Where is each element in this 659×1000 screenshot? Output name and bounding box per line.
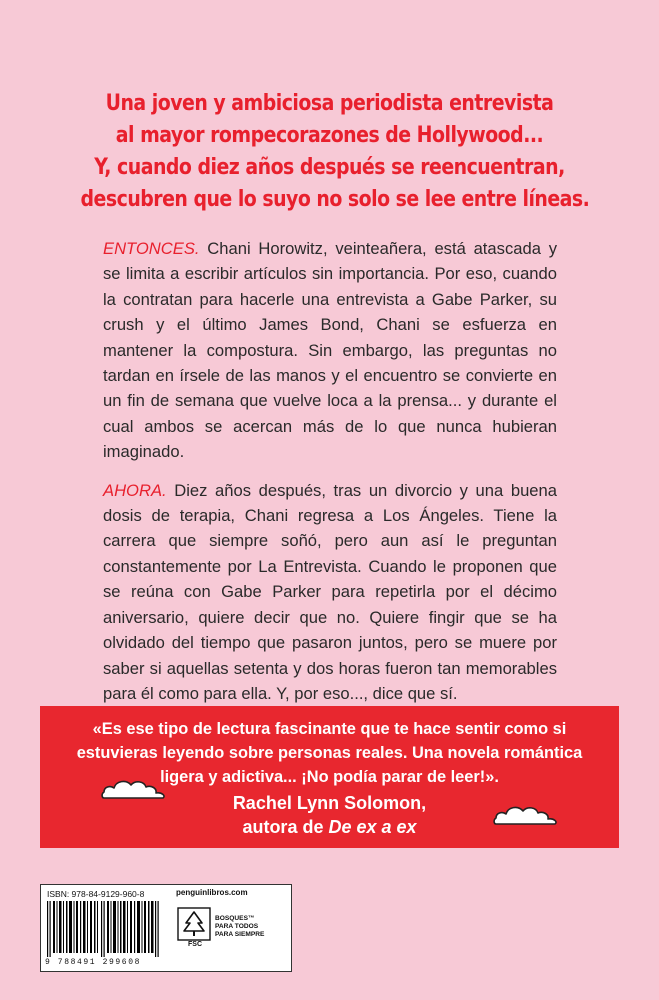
paragraph-lead: AHORA. (103, 480, 167, 500)
fsc-tagline: BOSQUES™ PARA TODOS PARA SIEMPRE (215, 915, 265, 938)
fsc-tree-icon (177, 907, 211, 941)
paragraph-lead: ENTONCES. (103, 239, 200, 258)
headline-line: Una joven y ambiciosa periodista entrevista (105, 91, 554, 116)
blurb-line: ligera y adictiva... ¡No podía parar de leer!». (160, 768, 499, 786)
blurb-line: estuvieras leyendo sobre personas reales. Una novela romántica (76, 744, 583, 762)
blurb-book-title: De ex a ex (328, 817, 417, 837)
headline-line: Y, cuando diez años después se reencuentran, (94, 155, 565, 180)
synopsis (103, 236, 557, 719)
fsc-label: FSC (188, 941, 202, 948)
cloud-left-icon (100, 776, 170, 802)
barcode-digits: 9 788491 299608 (45, 958, 142, 967)
barcode-icon (45, 901, 165, 957)
barcode-panel (40, 884, 292, 972)
publisher-url: penguinlibros.com (176, 888, 248, 897)
synopsis-paragraph-ahora (103, 478, 557, 707)
isbn-label: ISBN: 978-84-9129-960-8 (47, 889, 145, 899)
paragraph-text: Diez años después, tras un divorcio y una buena dosis de terapia, Chani regresa a Los Ángeles. Tiene la carrera que siempre soñó, pero aun así le preguntan constantemente por La Entrevista. Cuando le proponen que se reúna con Gabe Parker para repetirla por el décimo aniversario, quiere decir que no. Quiere fingir que se ha olvidado del tiempo que pasaron juntos, pero se muere por saber si aquellas setenta y dos horas fueron tan memorables para él como para ella. Y, por eso..., dice que sí. (103, 480, 557, 703)
blurb-author-name: Rachel Lynn Solomon, (232, 793, 427, 813)
cloud-right-icon (492, 802, 562, 828)
paragraph-text: Chani Horowitz, veinteañera, está atascada y se limita a escribir artículos sin importancia. Por eso, cuando la contratan para hacerle una entrevista a Gabe Parker, su crush y el último James Bond, Chani se esfuerza en mantener la compostura. Sin embargo, las preguntas no tardan en írsele de las manos y el encuentro se convierte en un fin de semana que vuelve loca a la prensa... y durante el cual ambos se acercan más de lo que nunca hubieran imaginado. (103, 239, 557, 462)
blurb-box (40, 706, 619, 848)
headline-line: al mayor rompecorazones de Hollywood... (115, 123, 544, 148)
blurb-line: «Es ese tipo de lectura fascinante que te hace sentir como si (92, 720, 567, 738)
back-cover-headline (80, 88, 590, 216)
headline-line: descubren que lo suyo no solo se lee entre líneas. (80, 187, 590, 212)
synopsis-paragraph-entonces (103, 236, 557, 465)
blurb-author-role: autora de De ex a ex (242, 817, 417, 837)
